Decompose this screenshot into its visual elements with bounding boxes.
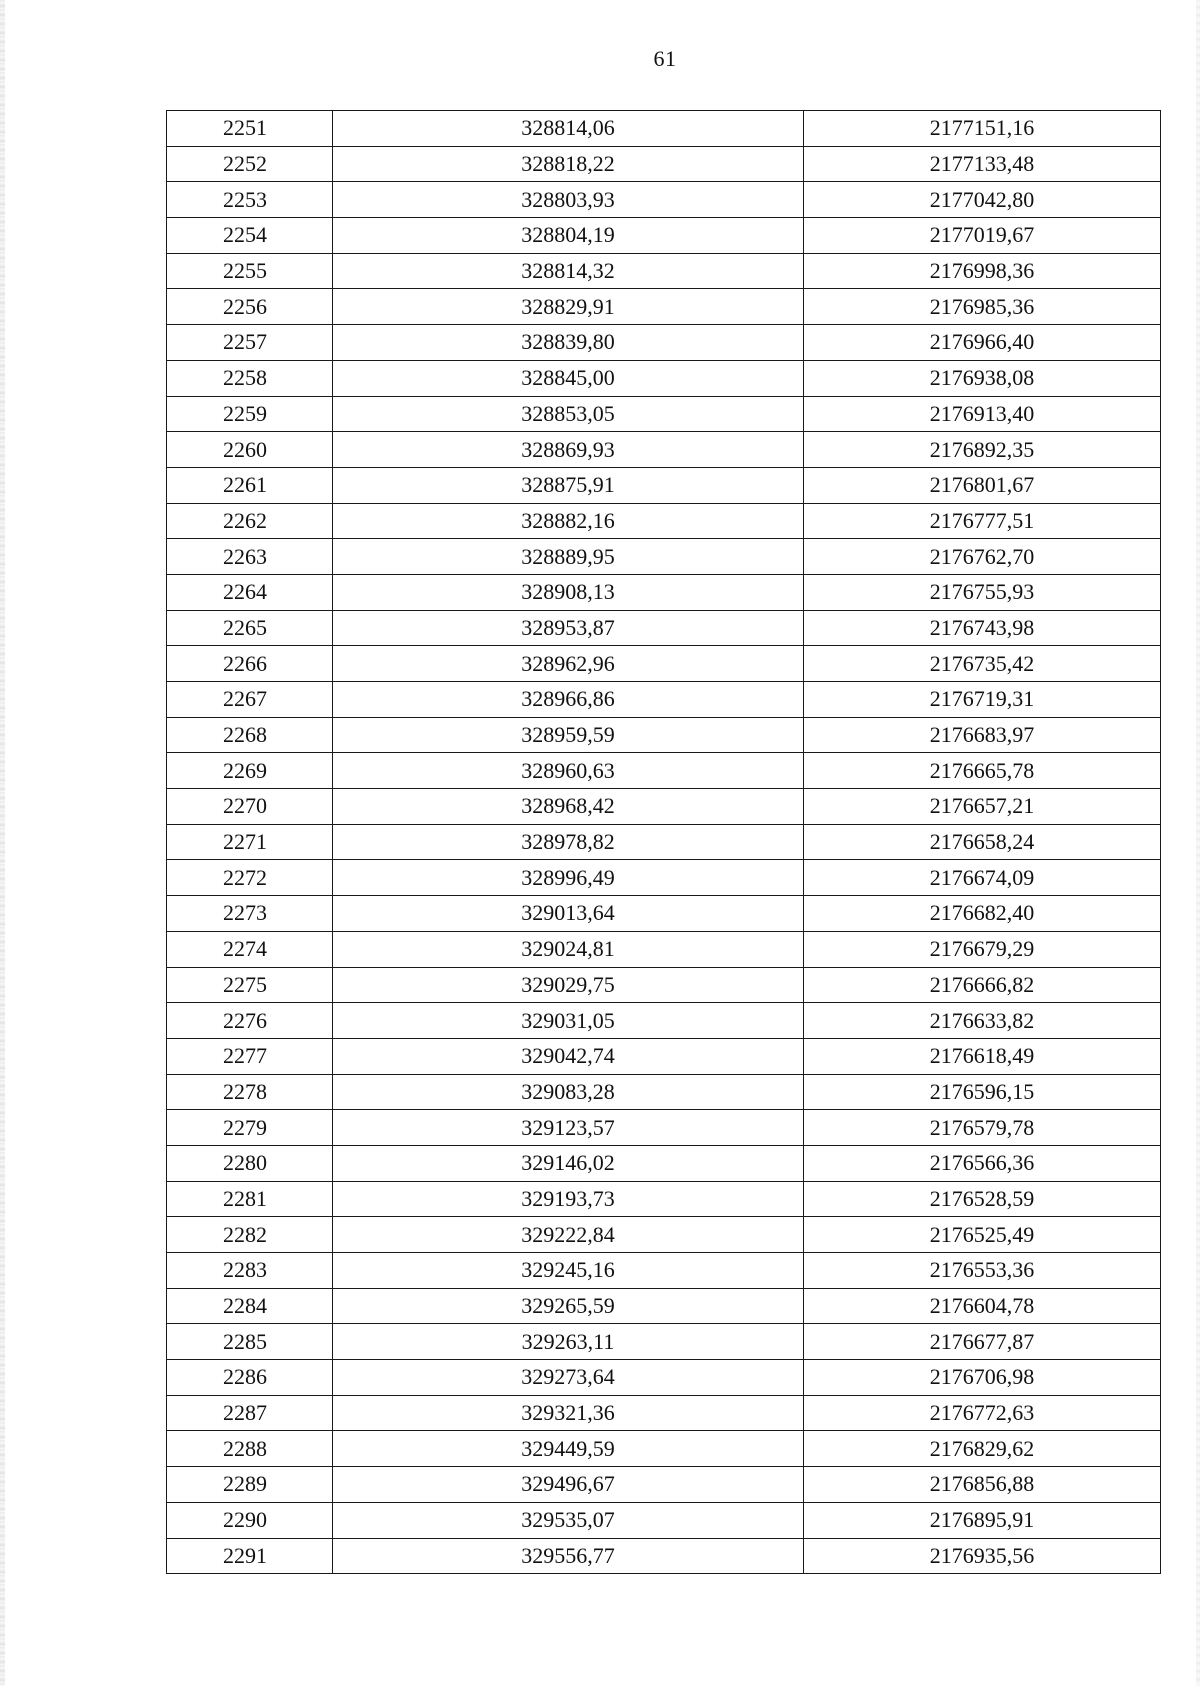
x-coordinate-cell: 328959,59: [333, 717, 804, 753]
y-coordinate-cell: 2176579,78: [804, 1110, 1161, 1146]
y-coordinate-cell: 2176735,42: [804, 646, 1161, 682]
x-coordinate-cell: 329083,28: [333, 1074, 804, 1110]
x-coordinate-cell: 329496,67: [333, 1467, 804, 1503]
x-coordinate-cell: 328875,91: [333, 467, 804, 503]
x-coordinate-cell: 329024,81: [333, 931, 804, 967]
y-coordinate-cell: 2176719,31: [804, 682, 1161, 718]
table-row: [167, 717, 1161, 753]
y-coordinate-cell: 2177133,48: [804, 146, 1161, 182]
point-number-cell: 2273: [167, 896, 333, 932]
y-coordinate-cell: 2176665,78: [804, 753, 1161, 789]
point-number-cell: 2267: [167, 682, 333, 718]
y-coordinate-cell: 2176633,82: [804, 1003, 1161, 1039]
table-row: [167, 325, 1161, 361]
point-number-cell: 2268: [167, 717, 333, 753]
x-coordinate-cell: 329273,64: [333, 1360, 804, 1396]
x-coordinate-cell: 328829,91: [333, 289, 804, 325]
table-row: [167, 146, 1161, 182]
y-coordinate-cell: 2176772,63: [804, 1395, 1161, 1431]
y-coordinate-cell: 2176604,78: [804, 1288, 1161, 1324]
y-coordinate-cell: 2176674,09: [804, 860, 1161, 896]
y-coordinate-cell: 2176528,59: [804, 1181, 1161, 1217]
y-coordinate-cell: 2176596,15: [804, 1074, 1161, 1110]
x-coordinate-cell: 329123,57: [333, 1110, 804, 1146]
y-coordinate-cell: 2176679,29: [804, 931, 1161, 967]
point-number-cell: 2271: [167, 824, 333, 860]
point-number-cell: 2258: [167, 360, 333, 396]
point-number-cell: 2272: [167, 860, 333, 896]
table-row: [167, 1431, 1161, 1467]
table-row: [167, 646, 1161, 682]
x-coordinate-cell: 329193,73: [333, 1181, 804, 1217]
table-row: [167, 1253, 1161, 1289]
x-coordinate-cell: 329263,11: [333, 1324, 804, 1360]
point-number-cell: 2280: [167, 1145, 333, 1181]
point-number-cell: 2281: [167, 1181, 333, 1217]
point-number-cell: 2290: [167, 1502, 333, 1538]
y-coordinate-cell: 2176913,40: [804, 396, 1161, 432]
y-coordinate-cell: 2176755,93: [804, 574, 1161, 610]
point-number-cell: 2278: [167, 1074, 333, 1110]
y-coordinate-cell: 2176829,62: [804, 1431, 1161, 1467]
x-coordinate-cell: 329029,75: [333, 967, 804, 1003]
point-number-cell: 2264: [167, 574, 333, 610]
point-number-cell: 2263: [167, 539, 333, 575]
table-row: [167, 289, 1161, 325]
point-number-cell: 2265: [167, 610, 333, 646]
y-coordinate-cell: 2176966,40: [804, 325, 1161, 361]
x-coordinate-cell: 329245,16: [333, 1253, 804, 1289]
x-coordinate-cell: 328889,95: [333, 539, 804, 575]
point-number-cell: 2276: [167, 1003, 333, 1039]
table-row: [167, 1003, 1161, 1039]
y-coordinate-cell: 2176683,97: [804, 717, 1161, 753]
point-number-cell: 2259: [167, 396, 333, 432]
table-row: [167, 396, 1161, 432]
coordinates-table-body: [167, 111, 1161, 1574]
table-row: [167, 1324, 1161, 1360]
table-row: [167, 432, 1161, 468]
y-coordinate-cell: 2177019,67: [804, 218, 1161, 254]
x-coordinate-cell: 328839,80: [333, 325, 804, 361]
x-coordinate-cell: 329031,05: [333, 1003, 804, 1039]
y-coordinate-cell: 2177151,16: [804, 111, 1161, 147]
table-row: [167, 182, 1161, 218]
x-coordinate-cell: 328882,16: [333, 503, 804, 539]
point-number-cell: 2269: [167, 753, 333, 789]
point-number-cell: 2289: [167, 1467, 333, 1503]
x-coordinate-cell: 328966,86: [333, 682, 804, 718]
x-coordinate-cell: 329042,74: [333, 1038, 804, 1074]
table-row: [167, 1395, 1161, 1431]
x-coordinate-cell: 328845,00: [333, 360, 804, 396]
x-coordinate-cell: 329556,77: [333, 1538, 804, 1574]
y-coordinate-cell: 2176657,21: [804, 789, 1161, 825]
point-number-cell: 2256: [167, 289, 333, 325]
table-row: [167, 1360, 1161, 1396]
point-number-cell: 2283: [167, 1253, 333, 1289]
table-row: [167, 753, 1161, 789]
table-row: [167, 1181, 1161, 1217]
table-row: [167, 467, 1161, 503]
point-number-cell: 2279: [167, 1110, 333, 1146]
y-coordinate-cell: 2176985,36: [804, 289, 1161, 325]
table-row: [167, 503, 1161, 539]
point-number-cell: 2291: [167, 1538, 333, 1574]
x-coordinate-cell: 328996,49: [333, 860, 804, 896]
table-row: [167, 789, 1161, 825]
point-number-cell: 2287: [167, 1395, 333, 1431]
y-coordinate-cell: 2176938,08: [804, 360, 1161, 396]
point-number-cell: 2285: [167, 1324, 333, 1360]
x-coordinate-cell: 328962,96: [333, 646, 804, 682]
y-coordinate-cell: 2176553,36: [804, 1253, 1161, 1289]
table-row: [167, 1217, 1161, 1253]
x-coordinate-cell: 328853,05: [333, 396, 804, 432]
point-number-cell: 2257: [167, 325, 333, 361]
point-number-cell: 2270: [167, 789, 333, 825]
x-coordinate-cell: 328814,06: [333, 111, 804, 147]
x-coordinate-cell: 329222,84: [333, 1217, 804, 1253]
table-row: [167, 610, 1161, 646]
y-coordinate-cell: 2176892,35: [804, 432, 1161, 468]
point-number-cell: 2282: [167, 1217, 333, 1253]
y-coordinate-cell: 2176801,67: [804, 467, 1161, 503]
y-coordinate-cell: 2176566,36: [804, 1145, 1161, 1181]
coordinates-table: [166, 110, 1161, 1574]
point-number-cell: 2274: [167, 931, 333, 967]
y-coordinate-cell: 2177042,80: [804, 182, 1161, 218]
y-coordinate-cell: 2176895,91: [804, 1502, 1161, 1538]
table-row: [167, 896, 1161, 932]
point-number-cell: 2261: [167, 467, 333, 503]
table-row: [167, 967, 1161, 1003]
y-coordinate-cell: 2176525,49: [804, 1217, 1161, 1253]
point-number-cell: 2255: [167, 253, 333, 289]
x-coordinate-cell: 328818,22: [333, 146, 804, 182]
x-coordinate-cell: 328908,13: [333, 574, 804, 610]
point-number-cell: 2286: [167, 1360, 333, 1396]
x-coordinate-cell: 328968,42: [333, 789, 804, 825]
table-row: [167, 1110, 1161, 1146]
y-coordinate-cell: 2176856,88: [804, 1467, 1161, 1503]
table-row: [167, 931, 1161, 967]
x-coordinate-cell: 328960,63: [333, 753, 804, 789]
table-row: [167, 360, 1161, 396]
x-coordinate-cell: 328978,82: [333, 824, 804, 860]
x-coordinate-cell: 328803,93: [333, 182, 804, 218]
point-number-cell: 2253: [167, 182, 333, 218]
y-coordinate-cell: 2176618,49: [804, 1038, 1161, 1074]
scan-edge-right: [1196, 0, 1200, 1686]
table-row: [167, 682, 1161, 718]
table-row: [167, 111, 1161, 147]
y-coordinate-cell: 2176658,24: [804, 824, 1161, 860]
table-row: [167, 824, 1161, 860]
table-row: [167, 1502, 1161, 1538]
y-coordinate-cell: 2176706,98: [804, 1360, 1161, 1396]
y-coordinate-cell: 2176998,36: [804, 253, 1161, 289]
y-coordinate-cell: 2176762,70: [804, 539, 1161, 575]
point-number-cell: 2260: [167, 432, 333, 468]
y-coordinate-cell: 2176677,87: [804, 1324, 1161, 1360]
y-coordinate-cell: 2176777,51: [804, 503, 1161, 539]
x-coordinate-cell: 329265,59: [333, 1288, 804, 1324]
x-coordinate-cell: 329535,07: [333, 1502, 804, 1538]
point-number-cell: 2252: [167, 146, 333, 182]
x-coordinate-cell: 328953,87: [333, 610, 804, 646]
scan-edge-left: [0, 0, 5, 1686]
y-coordinate-cell: 2176682,40: [804, 896, 1161, 932]
table-row: [167, 1038, 1161, 1074]
x-coordinate-cell: 328814,32: [333, 253, 804, 289]
point-number-cell: 2275: [167, 967, 333, 1003]
x-coordinate-cell: 328869,93: [333, 432, 804, 468]
table-row: [167, 1074, 1161, 1110]
table-row: [167, 860, 1161, 896]
table-row: [167, 1288, 1161, 1324]
y-coordinate-cell: 2176743,98: [804, 610, 1161, 646]
table-row: [167, 218, 1161, 254]
point-number-cell: 2251: [167, 111, 333, 147]
point-number-cell: 2262: [167, 503, 333, 539]
point-number-cell: 2266: [167, 646, 333, 682]
x-coordinate-cell: 329449,59: [333, 1431, 804, 1467]
x-coordinate-cell: 329013,64: [333, 896, 804, 932]
page-number: 61: [653, 46, 677, 71]
point-number-cell: 2254: [167, 218, 333, 254]
table-row: [167, 539, 1161, 575]
x-coordinate-cell: 329321,36: [333, 1395, 804, 1431]
x-coordinate-cell: 328804,19: [333, 218, 804, 254]
table-row: [167, 253, 1161, 289]
table-row: [167, 1145, 1161, 1181]
point-number-cell: 2277: [167, 1038, 333, 1074]
x-coordinate-cell: 329146,02: [333, 1145, 804, 1181]
point-number-cell: 2288: [167, 1431, 333, 1467]
y-coordinate-cell: 2176935,56: [804, 1538, 1161, 1574]
table-row: [167, 1538, 1161, 1574]
point-number-cell: 2284: [167, 1288, 333, 1324]
table-row: [167, 1467, 1161, 1503]
y-coordinate-cell: 2176666,82: [804, 967, 1161, 1003]
table-row: [167, 574, 1161, 610]
